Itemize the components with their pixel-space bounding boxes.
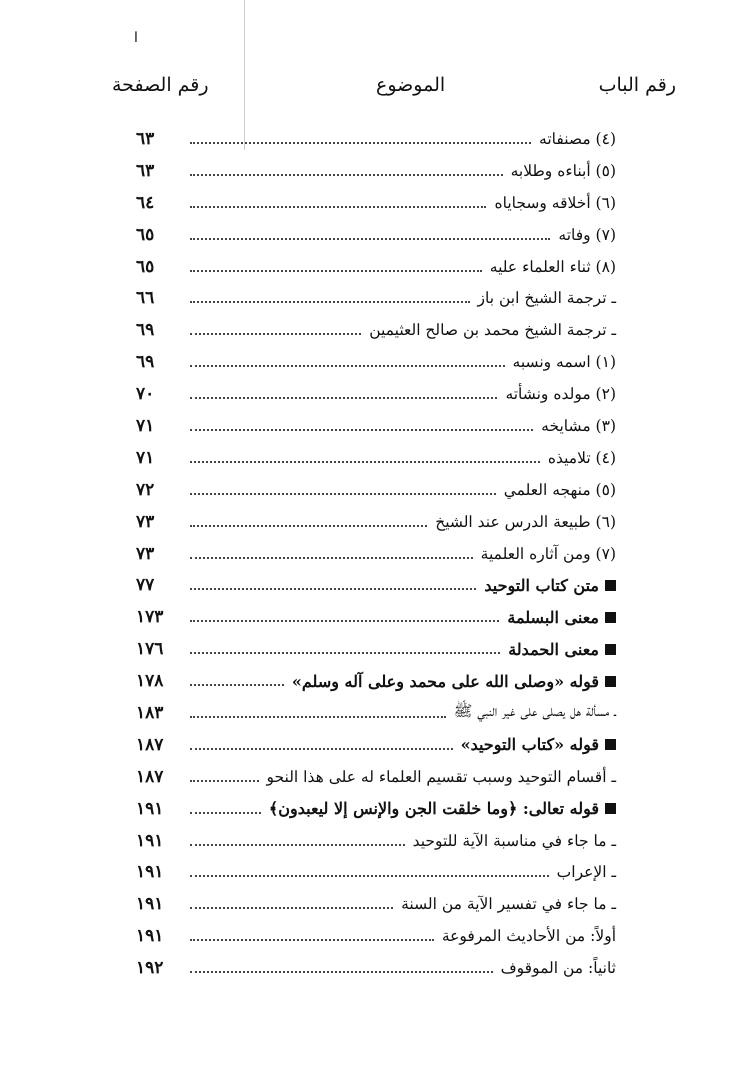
toc-entry-text: ـ ما جاء في مناسبة الآية للتوحيد — [412, 831, 616, 850]
toc-entry-text: ثانياً: من الموقوف — [500, 959, 616, 978]
toc-entry-text: (٧) وفاته — [558, 225, 616, 244]
toc-entry-title — [461, 735, 616, 754]
square-bullet-icon — [605, 580, 616, 591]
toc-page-number: ١٩١ — [136, 894, 164, 915]
dot-leader — [190, 397, 497, 399]
toc-entry-title — [513, 353, 616, 371]
dot-leader — [190, 780, 259, 782]
square-bullet-icon — [605, 676, 616, 687]
toc-row — [0, 793, 754, 825]
dot-leader — [190, 461, 540, 463]
dot-leader — [190, 875, 549, 877]
toc-entry-title — [292, 672, 616, 691]
table-of-contents — [0, 123, 754, 984]
toc-entry-text: أولاً: من الأحاديث المرفوعة — [441, 927, 616, 946]
square-bullet-icon — [605, 612, 616, 623]
toc-row — [0, 538, 754, 570]
toc-entry-text: قوله «وصلى الله على محمد وعلى آله وسلم» — [291, 671, 599, 691]
toc-entry-text: معنى البسلمة — [507, 607, 599, 627]
toc-entry-text: (٦) أخلاقه وسجاياه — [494, 193, 616, 212]
toc-entry-title — [541, 417, 616, 435]
toc-page-number: ١٧٨ — [136, 671, 164, 692]
toc-row — [0, 920, 754, 952]
toc-page-number: ٦٥ — [136, 256, 155, 277]
toc-page-number: ٦٤ — [136, 192, 155, 213]
toc-row — [0, 346, 754, 378]
toc-page-number: ١٩١ — [136, 926, 164, 947]
dot-leader — [190, 429, 533, 431]
toc-row — [0, 474, 754, 506]
toc-page-number: ١٨٣ — [136, 702, 164, 723]
toc-row — [0, 569, 754, 601]
toc-page-number: ٦٣ — [136, 160, 155, 181]
toc-entry-title — [558, 226, 616, 244]
dot-leader — [190, 588, 476, 590]
toc-page-number: ١٧٦ — [136, 639, 164, 660]
toc-row — [0, 155, 754, 187]
dot-leader — [190, 557, 473, 559]
toc-page-number: ١٩١ — [136, 830, 164, 851]
dot-leader — [190, 620, 499, 622]
toc-entry-title — [504, 481, 616, 499]
toc-entry-text: ـ الإعراب — [556, 863, 616, 882]
dot-leader — [190, 525, 427, 527]
toc-entry-text: ـ ترجمة الشيخ ابن باز — [477, 289, 616, 308]
toc-entry-title — [269, 799, 616, 818]
toc-row — [0, 633, 754, 665]
toc-entry-text: ـ ترجمة الشيخ محمد بن صالح العثيمين — [369, 321, 616, 340]
toc-entry-text: (٤) تلاميذه — [547, 448, 616, 467]
dot-leader — [190, 142, 531, 144]
dot-leader — [190, 907, 393, 909]
toc-entry-title — [413, 832, 616, 850]
toc-entry-text: (٦) طبيعة الدرس عند الشيخ — [435, 512, 616, 531]
dot-leader — [190, 652, 500, 654]
toc-entry-text: ـ أقسام التوحيد وسبب تقسيم العلماء له على هذا النحو — [266, 767, 616, 786]
dot-leader — [190, 301, 470, 303]
toc-entry-text: ـ مسألة هل يصلى على غير النبي ﷺ — [453, 702, 616, 721]
dot-leader — [190, 270, 482, 272]
toc-page-number: ١٧٣ — [136, 607, 164, 628]
toc-row — [0, 506, 754, 538]
square-bullet-icon — [605, 803, 616, 814]
dot-leader — [190, 333, 361, 335]
toc-entry-title — [490, 258, 616, 276]
toc-page-number: ٦٦ — [136, 288, 155, 309]
toc-row — [0, 410, 754, 442]
toc-row — [0, 665, 754, 697]
dot-leader — [190, 971, 493, 973]
square-bullet-icon — [605, 644, 616, 655]
toc-entry-title — [494, 194, 616, 212]
toc-entry-text: (٧) ومن آثاره العلمية — [480, 544, 616, 563]
toc-page-number: ٧٠ — [136, 384, 155, 405]
toc-row — [0, 187, 754, 219]
toc-page-number: ٧٧ — [136, 575, 155, 596]
dot-leader — [190, 365, 505, 367]
toc-page-number: ١٩٢ — [136, 958, 164, 979]
toc-row — [0, 888, 754, 920]
dot-leader — [190, 174, 503, 176]
toc-page-number: ١٩١ — [136, 798, 164, 819]
toc-entry-title — [369, 321, 616, 339]
toc-entry-title — [505, 385, 616, 403]
toc-entry-title — [481, 545, 616, 563]
dot-leader — [190, 684, 284, 686]
toc-entry-text: (٣) مشايخه — [541, 416, 616, 435]
toc-entry-title — [511, 162, 616, 180]
toc-entry-text: قوله «كتاب التوحيد» — [460, 735, 599, 755]
toc-row — [0, 378, 754, 410]
toc-row — [0, 601, 754, 633]
toc-page-number: ٦٥ — [136, 224, 155, 245]
toc-entry-title — [548, 449, 616, 467]
toc-entry-text: (٥) منهجه العلمي — [503, 480, 616, 499]
toc-entry-title — [484, 576, 616, 595]
toc-entry-title — [508, 640, 616, 659]
toc-entry-text: (٨) ثناء العلماء عليه — [489, 257, 616, 276]
toc-page-number: ٧١ — [136, 447, 155, 468]
toc-page-number: ١٨٧ — [136, 766, 164, 787]
dot-leader — [190, 716, 446, 718]
toc-page-number: ٦٩ — [136, 320, 155, 341]
header-topic: الموضوع — [376, 74, 446, 96]
toc-entry-title — [478, 289, 616, 307]
toc-row — [0, 952, 754, 984]
toc-page-number: ٧٣ — [136, 511, 155, 532]
toc-entry-title — [267, 768, 616, 786]
toc-row — [0, 314, 754, 346]
dot-leader — [190, 238, 550, 240]
toc-page-number: ٦٣ — [136, 128, 155, 149]
toc-entry-title — [539, 130, 616, 148]
dot-leader — [190, 206, 486, 208]
header-page-number: رقم الصفحة — [112, 74, 209, 96]
toc-entry-text: معنى الحمدلة — [508, 639, 599, 659]
toc-entry-text: ـ ما جاء في تفسير الآية من السنة — [401, 895, 616, 914]
toc-row — [0, 442, 754, 474]
toc-page-number: ٧١ — [136, 415, 155, 436]
toc-row — [0, 856, 754, 888]
dot-leader — [190, 493, 496, 495]
page-mark: ا — [134, 30, 138, 46]
toc-row — [0, 219, 754, 251]
toc-row — [0, 697, 754, 729]
dot-leader — [190, 844, 405, 846]
toc-entry-title — [435, 513, 616, 531]
dot-leader — [190, 939, 434, 941]
toc-entry-title — [442, 927, 616, 945]
header-chapter-number: رقم الباب — [598, 74, 676, 96]
toc-row — [0, 825, 754, 857]
toc-entry-text: قوله تعالى: ﴿وما خلقت الجن والإنس إلا ليعبدون﴾ — [268, 799, 599, 819]
toc-row — [0, 761, 754, 793]
toc-row — [0, 251, 754, 283]
square-bullet-icon — [605, 739, 616, 750]
toc-page-number: ٧٣ — [136, 543, 155, 564]
toc-row — [0, 123, 754, 155]
dot-leader — [190, 812, 261, 814]
toc-entry-title — [501, 959, 616, 977]
toc-entry-text: (٥) أبناءه وطلابه — [510, 161, 616, 180]
toc-entry-text: متن كتاب التوحيد — [484, 575, 599, 595]
dot-leader — [190, 748, 453, 750]
toc-row — [0, 282, 754, 314]
toc-entry-title — [507, 608, 616, 627]
toc-page-number: ١٨٧ — [136, 734, 164, 755]
toc-entry-text: (٢) مولده ونشأته — [505, 385, 616, 404]
toc-entry-title — [454, 701, 616, 724]
toc-page-number: ١٩١ — [136, 862, 164, 883]
toc-entry-text: (١) اسمه ونسبه — [512, 353, 616, 372]
toc-row — [0, 729, 754, 761]
toc-entry-title — [401, 895, 616, 913]
toc-page-number: ٦٩ — [136, 352, 155, 373]
toc-entry-title — [557, 863, 616, 881]
toc-page-number: ٧٢ — [136, 479, 155, 500]
toc-entry-text: (٤) مصنفاته — [539, 129, 616, 148]
